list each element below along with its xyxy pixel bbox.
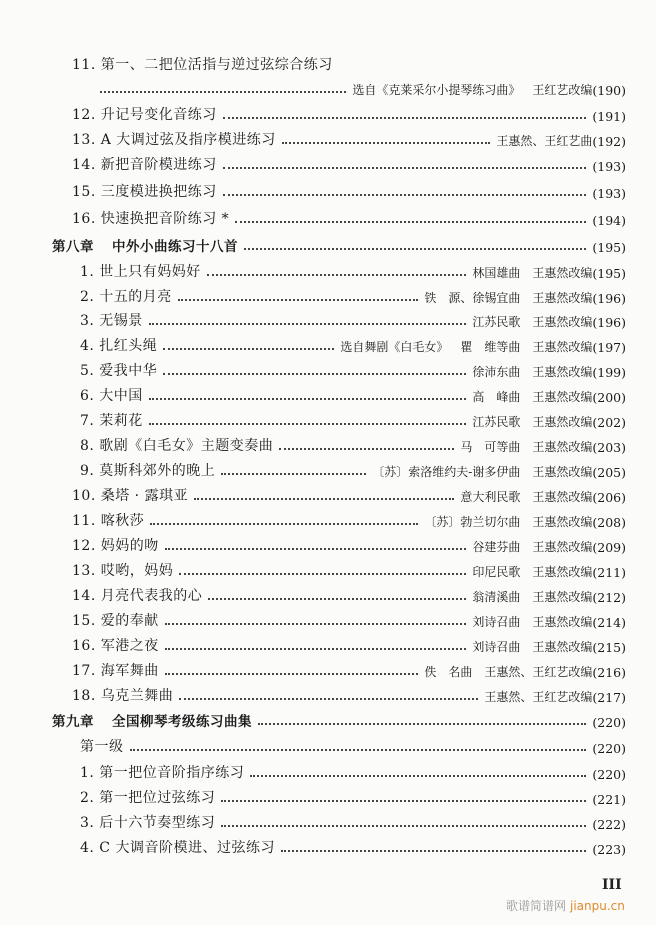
credit-text: 〔苏〕索洛维约夫-谢多伊曲: [372, 465, 521, 479]
leader-dots: [244, 248, 586, 250]
credit-text: 佚 名曲: [424, 665, 473, 679]
leader-dots: [258, 723, 586, 725]
toc-entry-credits: [472, 563, 592, 580]
toc-entry-row: [80, 835, 626, 857]
toc-entry-credits: [472, 363, 592, 380]
toc-entry-title: 2. 十五的月亮: [80, 289, 172, 305]
toc-entry-title: 14. 新把音阶模进练习: [72, 157, 217, 173]
leader-dots: [194, 498, 454, 500]
leader-dots: [221, 473, 366, 475]
leader-dots: [100, 91, 346, 93]
toc-entry-credits: [352, 81, 592, 98]
toc-entry-title: 4. 扎红头绳: [80, 338, 158, 354]
toc-entry-credits: [472, 538, 592, 555]
toc-entry-credits: [460, 438, 592, 455]
credit-text: 瞿 维等曲: [460, 340, 521, 354]
credit-text: 王惠然、王红艺改编: [484, 690, 593, 704]
chapter-title: 中外小曲练习十八首: [112, 239, 238, 255]
leader-dots: [223, 194, 587, 196]
credit-text: 意大利民歌: [460, 490, 521, 504]
chapter-title: 全国柳琴考级练习曲集: [112, 714, 252, 730]
toc-entry-row: [72, 683, 626, 705]
page-number: (196): [592, 315, 626, 330]
toc-chapter-row: [52, 233, 626, 255]
toc-entry-row: [80, 408, 626, 430]
toc-entry-row: [72, 206, 626, 228]
credit-text: 王惠然改编: [532, 490, 593, 504]
leader-dots: [279, 448, 454, 450]
credit-text: 徐沛东曲: [472, 365, 521, 379]
credit-text: 王惠然改编: [532, 291, 593, 305]
toc-entry-row: [100, 76, 626, 98]
page-number: (196): [592, 291, 626, 306]
credit-text: 王惠然改编: [532, 340, 593, 354]
leader-dots: [281, 850, 586, 852]
page-number: (193): [592, 186, 626, 201]
credit-text: 王惠然改编: [532, 415, 593, 429]
page-number: (211): [592, 565, 626, 580]
page-number: (215): [592, 640, 626, 655]
toc-entry-title: 4. C 大调音阶模进、过弦练习: [80, 840, 275, 856]
toc-entry-row: [72, 483, 626, 505]
credit-text: 印尼民歌: [472, 565, 521, 579]
page-number: (192): [592, 134, 626, 149]
toc-entry-title: 17. 海军舞曲: [72, 663, 159, 679]
page-number: (199): [592, 365, 626, 380]
credit-text: 王惠然改编: [532, 565, 593, 579]
credit-text: 王惠然改编: [532, 315, 593, 329]
credit-text: 王惠然改编: [532, 615, 593, 629]
page-number: (209): [592, 540, 626, 555]
chapter-label: 第八章: [52, 239, 94, 255]
credit-text: 王惠然改编: [532, 390, 593, 404]
credit-text: 马 可等曲: [460, 440, 521, 454]
leader-dots: [223, 117, 587, 119]
credit-text: 刘诗召曲: [472, 640, 521, 654]
page-number: (200): [592, 390, 626, 405]
toc-entry-title: 1. 第一把位音阶指序练习: [80, 765, 245, 781]
credit-text: 王惠然改编: [532, 640, 593, 654]
page-number: (206): [592, 490, 626, 505]
leader-dots: [221, 800, 586, 802]
leader-dots: [130, 749, 587, 751]
credit-text: 王惠然改编: [532, 515, 593, 529]
toc-entry-title: 18. 乌克兰舞曲: [72, 688, 174, 704]
credit-text: 王惠然改编: [532, 540, 593, 554]
leader-dots: [282, 142, 491, 144]
toc-entry-row: [72, 52, 626, 74]
toc-entry-credits: [424, 513, 592, 530]
toc-entry-credits: [340, 338, 592, 355]
toc-entry-row: [72, 508, 626, 530]
leader-dots: [149, 323, 467, 325]
page-number: (217): [592, 690, 626, 705]
credit-text: 王惠然、王红艺曲: [496, 134, 593, 148]
credit-text: 刘诗召曲: [472, 615, 521, 629]
toc-entry-row: [72, 179, 626, 201]
toc-entry-title: 15. 爱的奉献: [72, 613, 159, 629]
toc-entry-title: [52, 710, 252, 730]
toc-entry-row: [80, 458, 626, 480]
toc-entry-row: [80, 760, 626, 782]
toc-entry-row: [72, 608, 626, 630]
toc-entry-title: 15. 三度模进换把练习: [72, 184, 217, 200]
toc-entry-title: 3. 无锡景: [80, 313, 143, 329]
credit-text: 王红艺改编: [532, 83, 593, 97]
toc-entry-row: [72, 533, 626, 555]
leader-dots: [165, 673, 419, 675]
toc-entry-title: 16. 军港之夜: [72, 638, 159, 654]
leader-dots: [163, 373, 466, 375]
page-folio: III: [602, 877, 622, 893]
leader-dots: [179, 573, 466, 575]
credit-text: 王惠然改编: [532, 590, 593, 604]
toc-entry-title: 1. 世上只有妈妈好: [80, 264, 201, 280]
watermark: [506, 897, 625, 914]
credit-text: 江苏民歌: [472, 315, 521, 329]
page-number: (221): [592, 792, 626, 807]
toc-entry-title: 3. 后十六节奏型练习: [80, 815, 216, 831]
toc-entry-title: 12. 妈妈的吻: [72, 538, 159, 554]
toc-entry-credits: [460, 488, 592, 505]
toc-entry-credits: [472, 638, 592, 655]
toc-entry-row: [80, 433, 626, 455]
toc-entry-credits: [372, 463, 592, 480]
toc-entry-row: [80, 383, 626, 405]
credit-text: 铁 源、徐锡宜曲: [424, 291, 521, 305]
toc-chapter-row: [52, 708, 626, 730]
page-number: (195): [592, 266, 626, 281]
credit-text: 翁清溪曲: [472, 590, 521, 604]
toc-entry-row: [72, 583, 626, 605]
toc-entry-row: [72, 102, 626, 124]
page-number: (216): [592, 665, 626, 680]
toc-entry-row: [80, 259, 626, 281]
toc-entry-row: [72, 127, 626, 149]
leader-dots: [149, 398, 467, 400]
toc-entry-title: 10. 桑塔 · 露琪亚: [72, 488, 189, 504]
page-number: (195): [592, 240, 626, 255]
toc-entry-credits: [472, 313, 592, 330]
watermark-url: jianpu.cn: [570, 899, 625, 913]
toc-entry-credits: [496, 132, 592, 149]
page-number: (220): [592, 715, 626, 730]
toc-entry-title: 5. 爱我中华: [80, 363, 158, 379]
toc-entry-credits: [472, 413, 592, 430]
toc-entry-row: [72, 658, 626, 680]
page-number: (220): [592, 741, 626, 756]
toc-entry-credits: [472, 388, 592, 405]
page-number: (194): [592, 213, 626, 228]
page-number: (220): [592, 767, 626, 782]
page-number: (203): [592, 440, 626, 455]
toc-entry-credits: [484, 688, 592, 705]
leader-dots: [207, 274, 467, 276]
toc-entry-title: 9. 莫斯科郊外的晚上: [80, 463, 216, 479]
leader-dots: [165, 548, 467, 550]
toc-entry-title: 8. 歌剧《白毛女》主题变奏曲: [80, 438, 274, 454]
leader-dots: [250, 775, 586, 777]
toc-entry-title: 2. 第一把位过弦练习: [80, 790, 216, 806]
page-number: (214): [592, 615, 626, 630]
leader-dots: [149, 423, 467, 425]
page-number: (191): [592, 109, 626, 124]
leader-dots: [223, 167, 587, 169]
toc-entry-title: 11. 第一、二把位活指与逆过弦综合练习: [72, 57, 333, 73]
leader-dots: [208, 598, 466, 600]
page-number: (197): [592, 340, 626, 355]
toc-entry-credits: [424, 663, 592, 680]
page-number: (190): [592, 83, 626, 98]
credit-text: 王惠然改编: [532, 465, 593, 479]
toc-entry-title: 13. 哎哟，妈妈: [72, 563, 174, 579]
credit-text: 王惠然改编: [532, 266, 593, 280]
toc-entry-row: [80, 785, 626, 807]
leader-dots: [221, 825, 586, 827]
toc-section-row: [80, 734, 626, 756]
credit-text: 选自《克莱采尔小提琴练习曲》: [352, 83, 521, 97]
toc-entry-row: [72, 633, 626, 655]
toc-entry-title: 11. 喀秋莎: [72, 513, 145, 529]
credit-text: 王惠然、王红艺改编: [484, 665, 593, 679]
page-number: (205): [592, 465, 626, 480]
leader-dots: [179, 698, 478, 700]
toc-entry-credits: [472, 264, 592, 281]
leader-dots: [178, 299, 419, 301]
toc-entry-title: 12. 升记号变化音练习: [72, 107, 217, 123]
toc-entry-title: [52, 235, 238, 255]
credit-text: 王惠然改编: [532, 440, 593, 454]
page-number: (223): [592, 842, 626, 857]
page-number: (208): [592, 515, 626, 530]
page-number: (222): [592, 817, 626, 832]
credit-text: 王惠然改编: [532, 365, 593, 379]
toc-entry-row: [80, 358, 626, 380]
toc-entry-title: 14. 月亮代表我的心: [72, 588, 203, 604]
toc-entry-row: [72, 558, 626, 580]
leader-dots: [163, 348, 334, 350]
leader-dots: [235, 221, 586, 223]
page-number: (202): [592, 415, 626, 430]
credit-text: 选自舞剧《白毛女》: [340, 340, 449, 354]
leader-dots: [165, 648, 467, 650]
leader-dots: [165, 623, 467, 625]
credit-text: 高 峰曲: [472, 390, 521, 404]
chapter-label: 第九章: [52, 714, 94, 730]
leader-dots: [150, 523, 418, 525]
toc-entry-title: 7. 茉莉花: [80, 413, 143, 429]
toc-entry-row: [80, 810, 626, 832]
toc-entry-title: 13. A 大调过弦及指序模进练习: [72, 132, 276, 148]
credit-text: 林国雄曲: [472, 266, 521, 280]
toc-entry-title: 第一级: [80, 739, 124, 755]
toc-entry-row: [72, 152, 626, 174]
toc-entry-credits: [424, 289, 592, 306]
toc-entry-row: [80, 284, 626, 306]
toc-entry-credits: [472, 588, 592, 605]
page-number: (193): [592, 159, 626, 174]
toc-entry-title: 16. 快速换把音阶练习 *: [72, 211, 230, 227]
toc-entry-title: 6. 大中国: [80, 388, 143, 404]
credit-text: 江苏民歌: [472, 415, 521, 429]
watermark-text: 歌谱简谱网: [506, 899, 567, 913]
credit-text: 〔苏〕勃兰切尔曲: [424, 515, 521, 529]
toc-entry-row: [80, 333, 626, 355]
page-number: (212): [592, 590, 626, 605]
toc-entry-row: [80, 308, 626, 330]
toc-entry-credits: [472, 613, 592, 630]
credit-text: 谷建芬曲: [472, 540, 521, 554]
